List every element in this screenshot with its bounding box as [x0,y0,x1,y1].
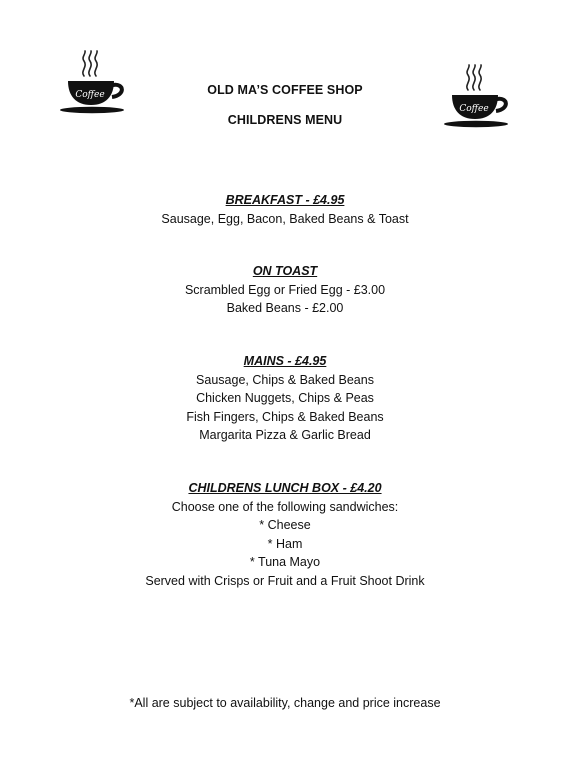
section-heading-lunch-box: CHILDRENS LUNCH BOX - £4.20 [188,481,382,495]
menu-item: Served with Crisps or Fruit and a Fruit Shoot Drink [145,573,425,588]
menu-item: Sausage, Chips & Baked Beans [196,372,374,387]
section-mains [0,352,570,445]
logo-text: Coffee [75,90,105,100]
section-heading-mains: MAINS - £4.95 [243,354,327,368]
menu-item: Margarita Pizza & Garlic Bread [199,428,371,442]
menu-item: * Cheese [259,518,311,532]
section-breakfast [0,191,570,228]
menu-title: CHILDRENS MENU [227,113,343,127]
section-lunch-box [0,479,570,590]
menu-item: Baked Beans - £2.00 [226,301,344,315]
menu-item: * Tuna Mayo [249,555,321,569]
menu-item: Sausage, Egg, Bacon, Baked Beans & Toast [161,211,409,226]
menu-item: Scrambled Egg or Fried Egg - £3.00 [184,282,386,297]
section-heading-breakfast: BREAKFAST - £4.95 [225,193,345,207]
footer-note: *All are subject to availability, change and price increase [129,696,441,710]
menu-item: Fish Fingers, Chips & Baked Beans [186,409,384,424]
shop-name: OLD MA’S COFFEE SHOP [207,83,363,97]
section-heading-on-toast: ON TOAST [252,264,318,278]
section-on-toast [0,262,570,318]
menu-item: Chicken Nuggets, Chips & Peas [196,391,374,405]
menu-item: * Ham [267,536,303,551]
menu-item: Choose one of the following sandwiches: [171,499,399,514]
logo-text: Coffee [459,104,489,114]
